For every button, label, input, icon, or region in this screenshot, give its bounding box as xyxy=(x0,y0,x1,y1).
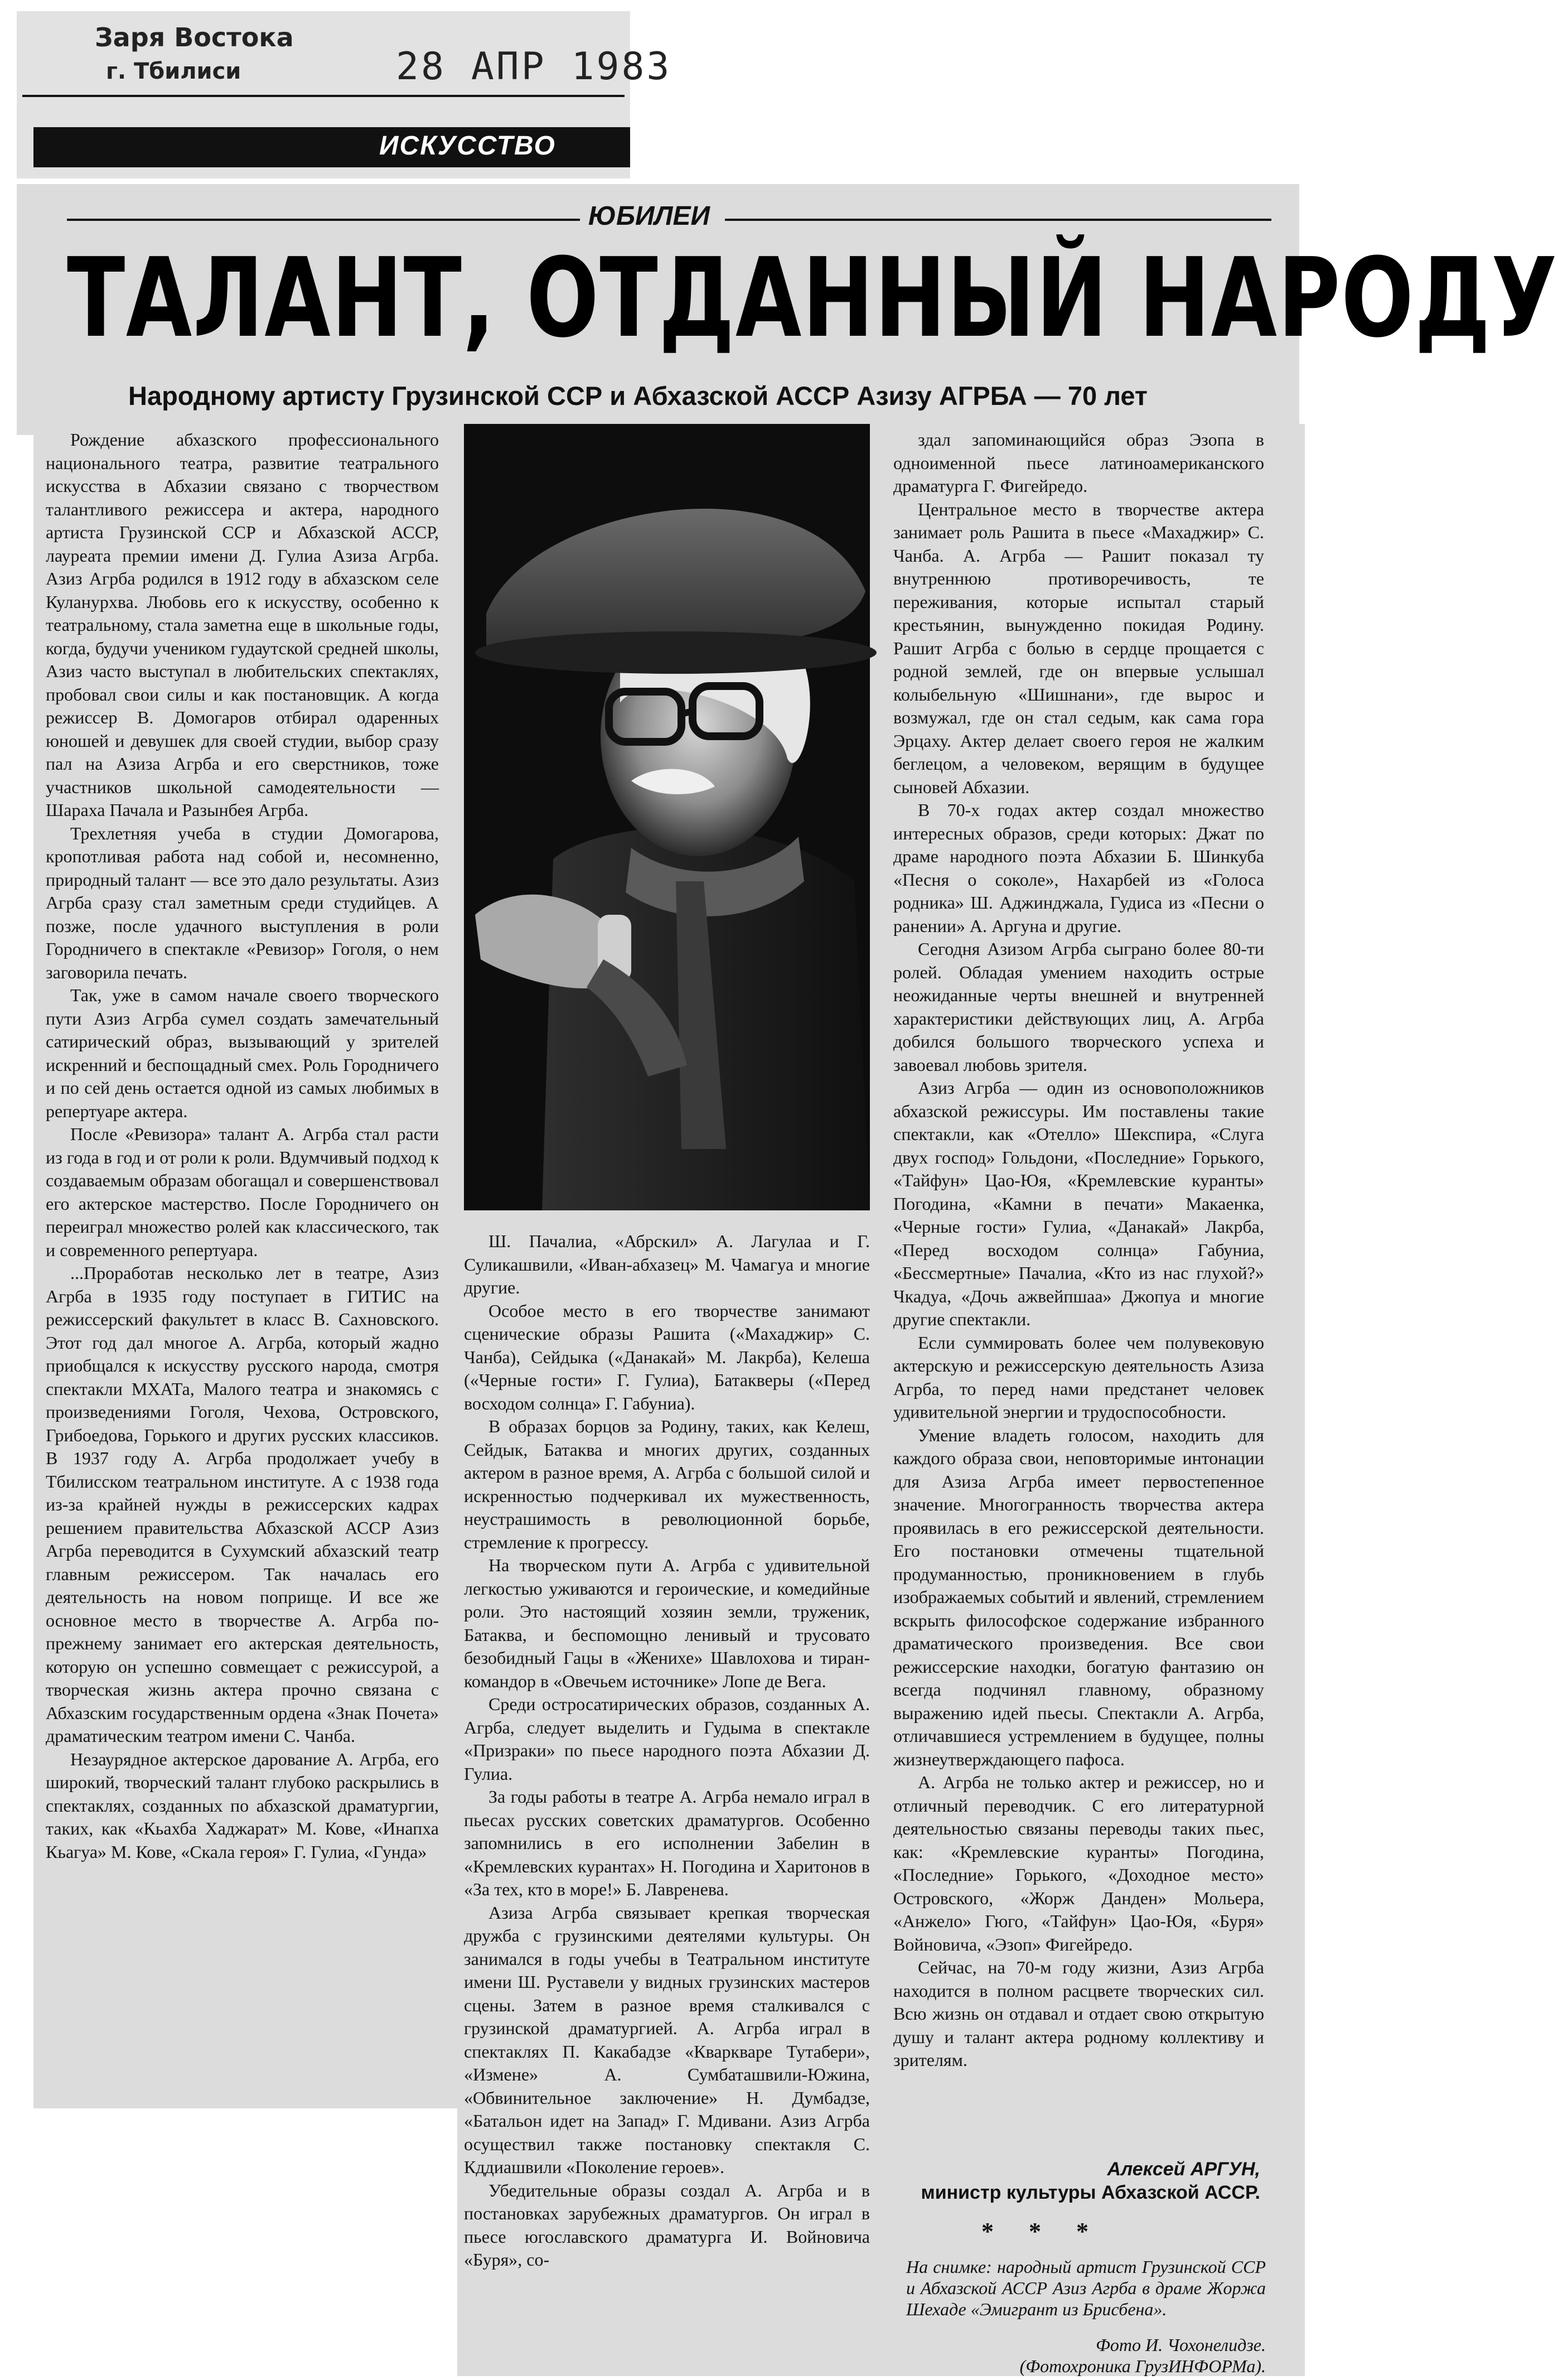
author-role: министр культуры Абхазской АССР. xyxy=(921,2182,1260,2203)
paragraph: За годы работы в театре А. Агрба немало играл в пьесах русских советских драматургов. Особенно запомнились в его исполнении Забелин в «Кремлевских курантах» Н. Погодина и Харитонов в «За тех, кто в море!» Б. Лавренева. xyxy=(464,1787,870,1899)
paragraph: После «Ревизора» талант А. Агрба стал расти из года в год и от роли к роли. Вдумчивый подход к создаваемым образам обогащал и совершенствовал его актерское мастерство. После Городничего он переиграл множество ролей как классического, так и современного репертуара. xyxy=(46,1124,439,1260)
paragraph: Особое место в его творчестве занимают сценические образы Рашита («Махаджир» С. Чанба), Сейдыка («Данакай» М. Лакрба), Келеша («Черные гости» Г. Гулиа), Батакверы («Перед восходом солнца» Г. Габуниа). xyxy=(464,1300,870,1413)
paragraph: Умение владеть голосом, находить для каждого образа свои, неповторимые интонации для Азиза Агрба имеет первостепенное значение. Многогранность творчества актера проявилась в его режиссерской деятельности. Его постановки отмечены тщательной продуманностью, проникновением в глубь изображаемых событий и явлений, стремлением вскрыть философское содержание избранного драматического произведения. Все свои режиссерские находки, богатую фантазию он всегда подчинял главному, образному выражению идей пьесы. Спектакли А. Агрба, отличавшиеся устремлением в будущее, полны жизнеутверждающего пафоса. xyxy=(893,1425,1264,1769)
source-city: г. Тбилиси xyxy=(106,59,241,84)
paragraph: Убедительные образы создал А. Агрба и в постановках зарубежных драматургов. Он играл в пьесе югославского драматурга И. Войновича «Буря», со- xyxy=(464,2180,870,2270)
paragraph: Азиз Агрба — один из основоположников абхазской режиссуры. Им поставлены такие спектакли, как «Отелло» Шекспира, «Слуга двух господ» Гольдони, «Последние» Горького, «Тайфун» Цао-Юя, «Кремлевские куранты» Погодина, «Камни в печати» Макаенка, «Черные гости» Гулиа, «Данакай» Лакрба, «Перед восходом солнца» Габуниа, «Бессмертные» Пачалиа, «Кто из нас глухой?» Чкадуа, «Дочь ажвейпшаа» Джопуа и многие другие спектакли. xyxy=(893,1078,1264,1329)
rubric-label: ИСКУССТВО xyxy=(379,131,556,161)
photo-credit: Фото И. Чохонелидзе. (Фотохроника ГрузИНФОРМа). xyxy=(1019,2335,1266,2376)
article-column-1 xyxy=(46,428,439,1864)
paragraph: Незаурядное актерское дарование А. Агрба, его широкий, творческий талант глубоко раскрылись в спектаклях, созданных по абхазской драматургии, таких, как «Кьахба Хаджарат» М. Кове, «Инапха Кьагуа» М. Кове, «Скала героя» Г. Гулиа, «Гунда» xyxy=(46,1749,439,1862)
kicker-rule-left xyxy=(67,219,580,221)
source-name: Заря Востока xyxy=(95,22,294,52)
article-column-3 xyxy=(893,428,1264,2072)
article-column-2 xyxy=(464,1230,870,2272)
paragraph: Центральное место в творчестве актера занимает роль Рашита в пьесе «Махаджир» С. Чанба. А. Агрба — Рашит показал ту внутреннюю противоречивость, те переживания, которые испытал старый крестьянин, вынужденно покидая Родину. Рашит Агрба с болью в сердце прощается с родной землей, где он впервые услышал колыбельную «Шишнани», где вырос и возмужал, где он стал седым, как сама гора Эрцаху. Актер делает своего героя не жалким беглецом, а человеком, верящим в будущее сыновей Абхазии. xyxy=(893,499,1264,797)
paragraph: Сегодня Азизом Агрба сыграно более 80-ти ролей. Обладая умением находить острые неожиданные черты внешней и внутренней характеристики действующих лиц, А. Агрба добился большого творческого успеха и завоевал любовь зрителя. xyxy=(893,939,1264,1075)
paragraph: Если суммировать более чем полувековую актерскую и режиссерскую деятельность Азиза Агрба, то перед нами предстанет человек удивительной энергии и трудоспособности. xyxy=(893,1332,1264,1422)
portrait-illustration xyxy=(464,424,870,1210)
paragraph: В 70-х годах актер создал множество интересных образов, среди которых: Джат по драме народного поэта Абхазии Б. Шинкуба «Песня о соколе», Нахарбей из «Голоса родника» Ш. Аджинджала, Гудиса из «Песни о ранении» А. Аргуна и другие. xyxy=(893,800,1264,936)
masthead-rule xyxy=(22,95,625,97)
paragraph: Так, уже в самом начале своего творческого пути Азиз Агрба сумел создать замечательный сатирический образ, вызывающий у зрителей искренний и беспощадный смех. Роль Городничего и по сей день остается одной из самых любимых в репертуаре актера. xyxy=(46,985,439,1121)
paragraph: Трехлетняя учеба в студии Домогарова, кропотливая работа над собой и, несомненно, природный талант — все это дало результаты. Азиз Агрба сразу стал заметным среди студийцев. А позже, после удачного выступления в роли Городничего в спектакле «Ревизор» Гоголя, о нем заговорила печать. xyxy=(46,823,439,982)
paragraph: Ш. Пачалиа, «Абрскил» А. Лагулаа и Г. Суликашвили, «Иван-абхазец» М. Чамагуа и многие другие. xyxy=(464,1231,870,1297)
paragraph: А. Агрба не только актер и режиссер, но и отличный переводчик. С его литературной деятельностью связаны переводы таких пьес, как: «Кремлевские куранты» Погодина, «Последние» Горького, «Доходное место» Островского, «Жорж Данден» Мольера, «Анжело» Гюго, «Тайфун» Цао-Юя, «Буря» Войновича, «Эзоп» Фигейредо. xyxy=(893,1772,1264,1954)
kicker-rule-right xyxy=(725,219,1271,221)
paragraph: Азиза Агрба связывает крепкая творческая дружба с грузинскими деятелями культуры. Он занимался в годы учебы в Театральном институте имени Ш. Руставели у видных грузинских мастеров сцены. Затем в разное время сталкивался с грузинской драматургией. А. Агрба играл в спектаклях П. Какабадзе «Кваркваре Тутабери», «Измене» А. Сумбаташвили-Южина, «Обвинительное заключение» Н. Думбадзе, «Батальон идет на Запад» Г. Мдивани. Азиз Агрба осуществил также постановку спектакля С. Кддиашвили «Поколение героев». xyxy=(464,1902,870,2177)
kicker: ЮБИЛЕИ xyxy=(588,201,710,231)
headline: ТАЛАНТ, ОТДАННЫЙ НАРОДУ xyxy=(67,235,1558,362)
photo-caption: На снимке: народный артист Грузинской ССР и Абхазской АССР Азиз Агрба в драме Жоржа Шехаде «Эмигрант из Брисбена». xyxy=(906,2257,1266,2319)
separator-stars: * * * xyxy=(981,2218,1103,2245)
author-name: Алексей АРГУН, xyxy=(1107,2159,1260,2180)
paragraph: Среди остросатирических образов, созданных А. Агрба, следует выделить и Гудыма в спектакле «Призраки» по пьесе народного поэта Абхазии Д. Гулиа. xyxy=(464,1694,870,1784)
date-stamp: 28 АПР 1983 xyxy=(396,45,672,89)
paragraph: Сейчас, на 70-м году жизни, Азиз Агрба находится в полном расцвете творческих сил. Всю жизнь он отдавал и отдает свою открытую душу и талант актера родному коллективу и зрителям. xyxy=(893,1957,1264,2070)
paragraph: В образах борцов за Родину, таких, как Келеш, Сейдык, Батаква и многих других, созданных актером в разное время, А. Агрба с большой силой и искренностью подчеркивал их мужественность, неустрашимость в революционной борьбе, стремление к прогрессу. xyxy=(464,1416,870,1552)
paragraph: здал запоминающийся образ Эзопа в одноименной пьесе латиноамериканского драматурга Г. Фигейредо. xyxy=(893,429,1264,496)
portrait-photo xyxy=(464,424,870,1210)
paragraph: Рождение абхазского профессионального национального театра, развитие театрального искусства в Абхазии связано с творчеством талантливого режиссера и актера, народного артиста Грузинской ССР и Абхазской АССР, лауреата премии имени Д. Гулиа Азиза Агрба. Азиз Агрба родился в 1912 году в абхазском селе Куланурхва. Любовь его к искусству, особенно к театральному, стала заметна еще в школьные годы, когда, будучи учеником гудаутской средней школы, Азиз часто выступал в любительских спектаклях, пробовал свои силы и как постановщик. А когда режиссер В. Домогаров отбирал одаренных юношей и девушек для своей студии, выбор сразу пал на Азиза Агрба и его сверстников, тоже участников школьной самодеятельности — Шараха Пачала и Разынбея Агрба. xyxy=(46,429,439,820)
paragraph: ...Проработав несколько лет в театре, Азиз Агрба в 1935 году поступает в ГИТИС на режиссерский факультет в класс В. Сахновского. Этот год дал многое А. Агрба, который жадно приобщался к искусству русского народа, смотря спектакли МХАТа, Малого театра и знакомясь с произведениями Гоголя, Чехова, Островского, Грибоедова, Горького и других русских классиков. В 1937 году А. Агрба продолжает учебу в Тбилисском театральном институте. А с 1938 года из-за крайней нужды в режиссерских кадрах решением правительства Абхазской АССР Азиз Агрба переводится в Сухумский абхазский театр главным режиссером. Так началась его деятельность на новом поприще. И все же основное место в творчестве А. Агрба по-прежнему занимает его актерская деятельность, которую он успешно совмещает с режиссурой, а творческая жизнь актера прочно связана с Абхазским государственным ордена «Знак Почета» драматическим театром имени С. Чанба. xyxy=(46,1263,439,1746)
paragraph: На творческом пути А. Агрба с удивительной легкостью уживаются и героические, и комедийные роли. Это настоящий хозяин земли, труженик, Батаква, и беспомощно ленивый и трусовато безобидный Гацы в «Женихе» Шавлохова и тиран-командор в «Овечьем источнике» Лопе де Вега. xyxy=(464,1555,870,1691)
subhead: Народному артисту Грузинской ССР и Абхазской АССР Азизу АГРБА — 70 лет xyxy=(128,381,1148,411)
